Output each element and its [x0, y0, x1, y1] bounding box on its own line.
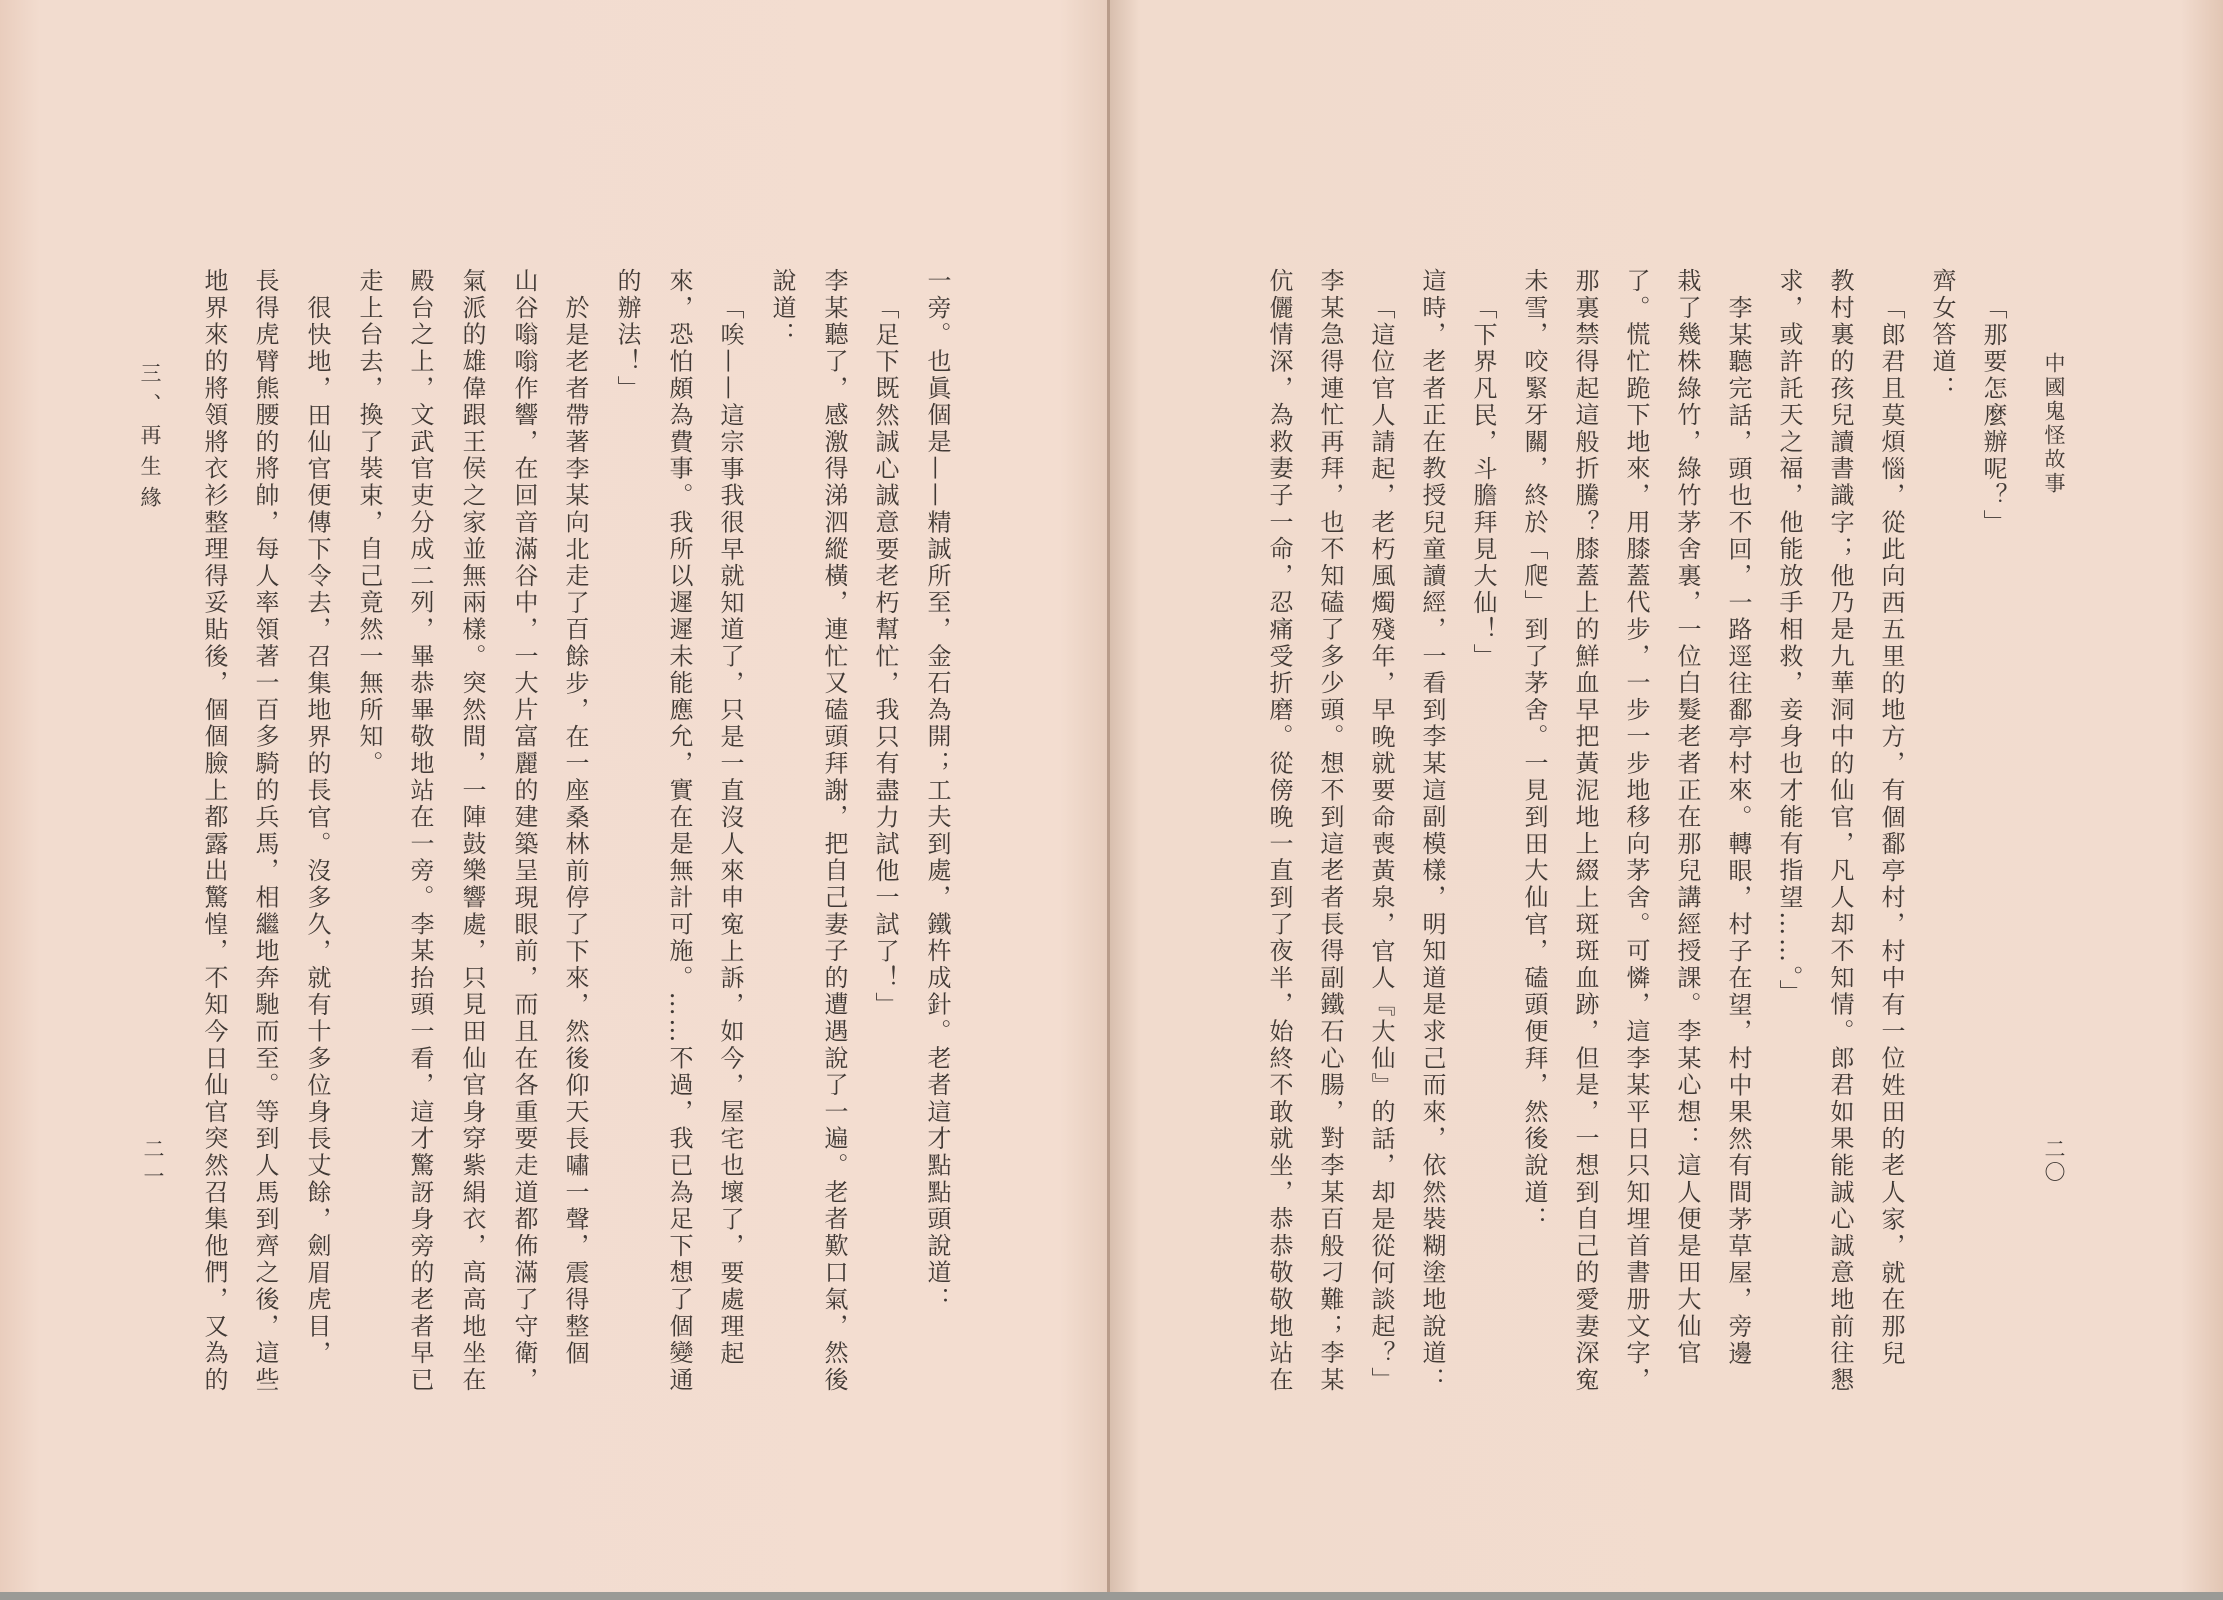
text-column: 來，恐怕頗為費事。我所以遲遲未能應允，實在是無計可施。……不過，我已為足下想了個變通: [665, 268, 693, 1394]
running-head-book-title: 中國鬼怪故事: [2042, 352, 2066, 496]
text-column: 殿台之上，文武官吏分成二列，畢恭畢敬地站在一旁。李某抬頭一看，這才驚訝身旁的老者早已: [406, 268, 434, 1394]
text-column: 長得虎臂熊腰的將帥，每人率領著一百多騎的兵馬，相繼地奔馳而至。等到人馬到齊之後，這些: [251, 268, 279, 1394]
text-column: 「唉——這宗事我很早就知道了，只是一直沒人來申寃上訴，如今，屋宅也壞了，要處理起: [716, 295, 744, 1367]
text-column: 栽了幾株綠竹，綠竹茅舍裏，一位白髮老者正在那兒講經授課。李某心想：這人便是田大仙官: [1673, 268, 1701, 1367]
text-column: 「這位官人請起，老朽風燭殘年，早晚就要命喪黃泉，官人『大仙』的話，却是從何談起？」: [1367, 295, 1395, 1394]
text-column: 的辦法！」: [613, 268, 641, 402]
text-column: 了。慌忙跪下地來，用膝蓋代步，一步一步地移向茅舍。可憐，這李某平日只知埋首書册文字，: [1622, 268, 1650, 1394]
text-column: 很快地，田仙官便傳下令去，召集地界的長官。沒多久，就有十多位身長丈餘，劍眉虎目，: [303, 295, 331, 1367]
page-number: 二一: [141, 1138, 165, 1192]
text-column: 李某聽完話，頭也不回，一路逕往鄱亭村來。轉眼，村子在望，村中果然有間茅草屋，旁邊: [1724, 295, 1752, 1367]
text-column: 於是老者帶著李某向北走了百餘步，在一座桑林前停了下來，然後仰天長嘯一聲，震得整個: [561, 295, 589, 1367]
text-column: 教村裏的孩兒讀書識字；他乃是九華洞中的仙官，凡人却不知情。郎君如果能誠心誠意地前往懇: [1826, 268, 1854, 1394]
text-column: 「那要怎麼辦呢？」: [1979, 295, 2007, 537]
text-column: 山谷嗡嗡作響，在回音滿谷中，一大片富麗的建築呈現眼前，而且在各重要走道都佈滿了守衛，: [510, 268, 538, 1394]
text-column: 這時，老者正在教授兒童讀經，一看到李某這副模樣，明知道是求己而來，依然裝糊塗地說道：: [1418, 268, 1446, 1394]
text-column: 那裏禁得起這般折騰？膝蓋上的鮮血早把黃泥地上綴上斑斑血跡，但是，一想到自己的愛妻深寃: [1571, 268, 1599, 1394]
text-column: 齊女答道：: [1928, 268, 1956, 402]
left-page: [0, 0, 1110, 1592]
text-column: 李某急得連忙再拜，也不知磕了多少頭。想不到這老者長得副鐵石心腸，對李某百般刁難；李某: [1316, 268, 1344, 1394]
text-column: 走上台去，換了裝束，自己竟然一無所知。: [355, 268, 383, 778]
text-column: 說道：: [768, 268, 796, 349]
text-column: 一旁。也眞個是——精誠所至，金石為開；工夫到處，鐵杵成針。老者這才點點頭說道：: [923, 268, 951, 1314]
text-column: 地界來的將領將衣衫整理得妥貼後，個個臉上都露出驚惶，不知今日仙官突然召集他們，又為的: [200, 268, 228, 1394]
text-column: 「下界凡民，斗膽拜見大仙！」: [1469, 295, 1497, 671]
text-column: 「足下既然誠心誠意要老朽幫忙，我只有盡力試他一試了！」: [871, 295, 899, 1019]
text-column: 求，或許託天之福，他能放手相救，妾身也才能有指望……。」: [1775, 268, 1803, 1007]
right-page: [1110, 0, 2223, 1592]
text-column: 李某聽了，感激得涕泗縱橫，連忙又磕頭拜謝，把自己妻子的遭遇說了一遍。老者歎口氣，然後: [820, 268, 848, 1394]
text-column: 「郎君且莫煩惱，從此向西五里的地方，有個鄱亭村，村中有一位姓田的老人家，就在那兒: [1877, 295, 1905, 1367]
page-number: 二〇: [2042, 1138, 2066, 1184]
text-column: 伉儷情深，為救妻子一命，忍痛受折磨。從傍晚一直到了夜半，始終不敢就坐，恭恭敬敬地站在: [1265, 268, 1293, 1394]
text-column: 氣派的雄偉跟王侯之家並無兩樣。突然間，一陣鼓樂響處，只見田仙官身穿紫絹衣，高高地坐在: [458, 268, 486, 1394]
text-column: 未雪，咬緊牙關，終於「爬」到了茅舍。一見到田大仙官，磕頭便拜，然後說道：: [1520, 268, 1548, 1233]
running-head-chapter: 三、再生緣: [138, 362, 162, 517]
